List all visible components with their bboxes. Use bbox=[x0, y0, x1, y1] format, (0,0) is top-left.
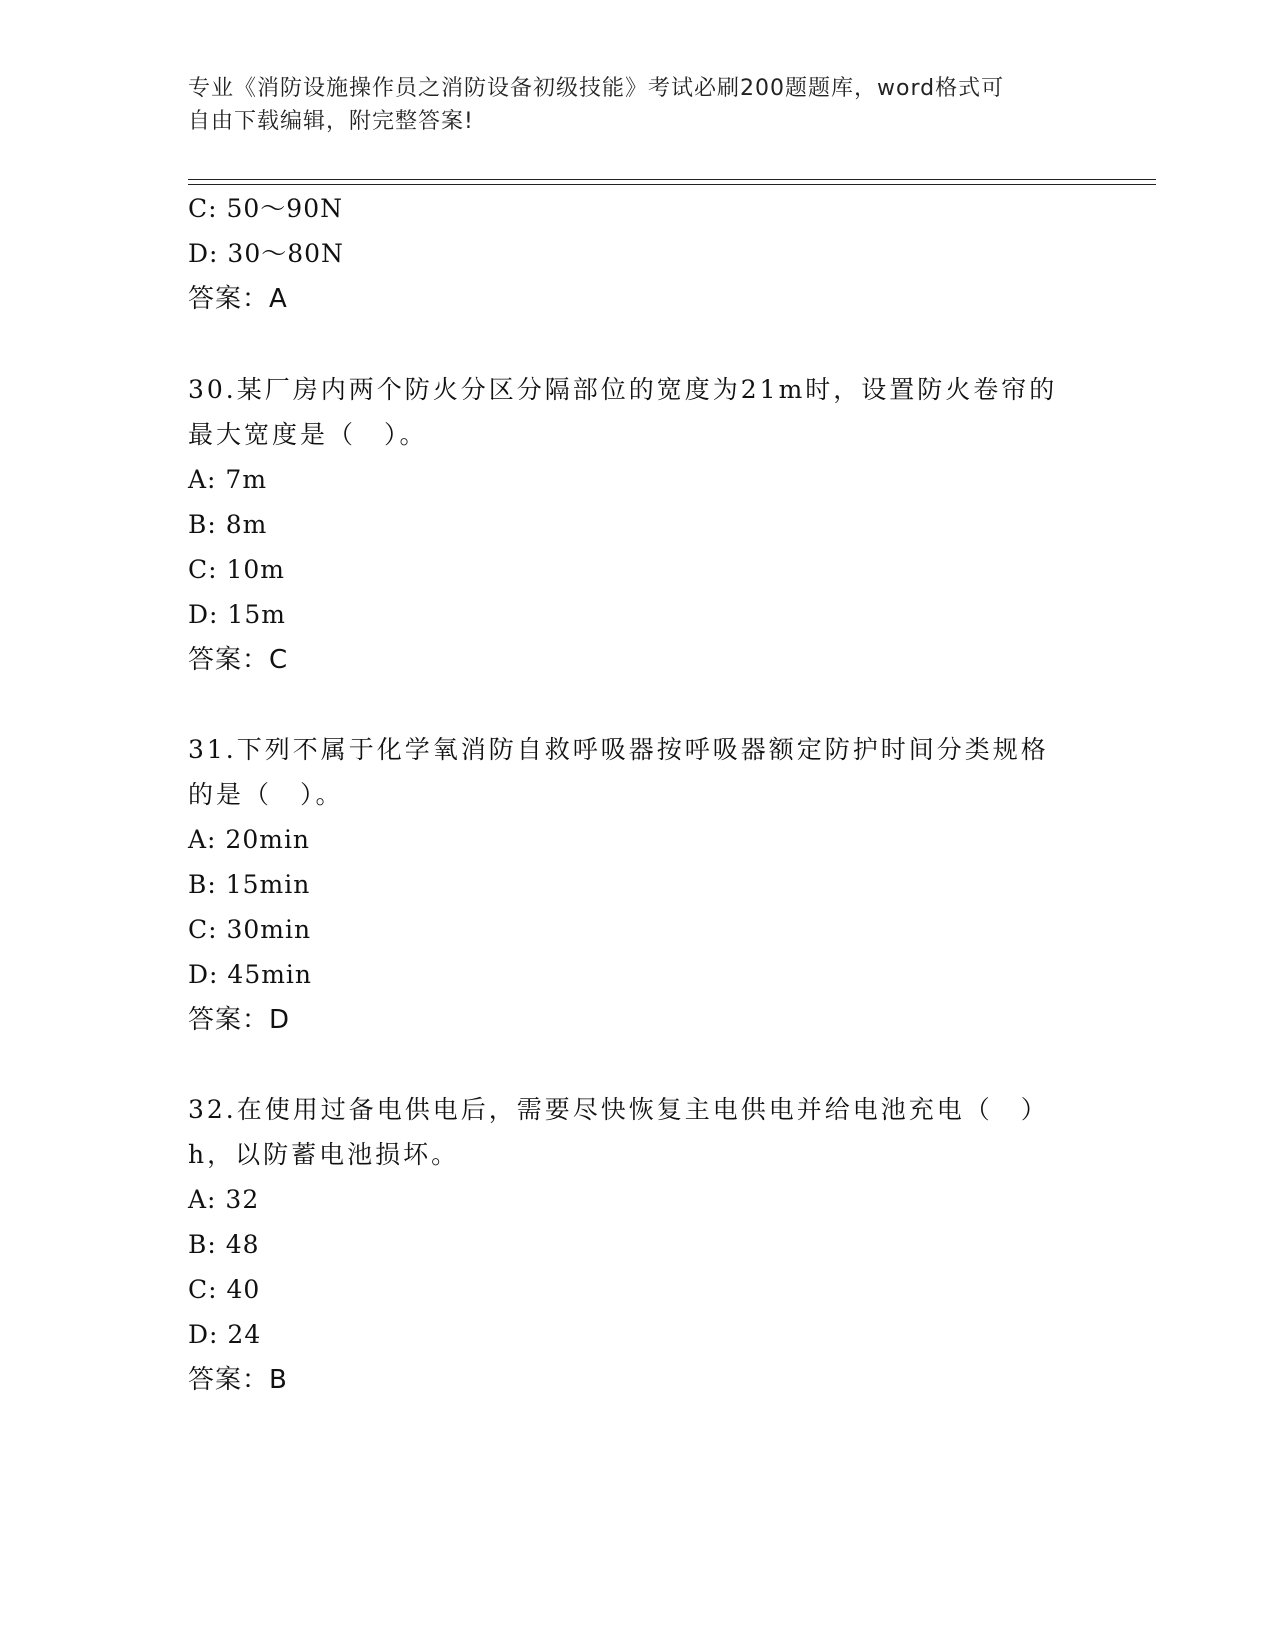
answer: 答案：C bbox=[188, 645, 289, 675]
page-header bbox=[188, 72, 1088, 138]
option-b: B: 48 bbox=[188, 1230, 260, 1259]
question-stem-cont: 的是（ ）。 bbox=[188, 780, 344, 809]
option-d: D: 45min bbox=[188, 960, 313, 989]
option-c: C: 50～90N bbox=[188, 194, 343, 223]
option-d: D: 24 bbox=[188, 1320, 262, 1349]
option-d: D: 30～80N bbox=[188, 239, 344, 268]
option-c: C: 30min bbox=[188, 915, 312, 944]
option-c: C: 40 bbox=[188, 1275, 261, 1304]
question-stem: 30.某厂房内两个防火分区分隔部位的宽度为21m时，设置防火卷帘的 bbox=[188, 375, 1058, 404]
header-line-2: 自由下载编辑，附完整答案! bbox=[188, 109, 474, 134]
header-line-1: 专业《消防设施操作员之消防设备初级技能》考试必刷200题题库，word格式可 bbox=[188, 76, 1005, 101]
option-b: B: 15min bbox=[188, 870, 311, 899]
option-a: A: 7m bbox=[188, 465, 268, 494]
option-a: A: 20min bbox=[188, 825, 311, 854]
answer: 答案：D bbox=[188, 1005, 291, 1035]
answer: 答案：B bbox=[188, 1365, 288, 1395]
question-stem: 32.在使用过备电供电后，需要尽快恢复主电供电并给电池充电（ ） bbox=[188, 1095, 1049, 1124]
option-b: B: 8m bbox=[188, 510, 268, 539]
option-a: A: 32 bbox=[188, 1185, 260, 1214]
option-c: C: 10m bbox=[188, 555, 286, 584]
question-stem: 31.下列不属于化学氧消防自救呼吸器按呼吸器额定防护时间分类规格 bbox=[188, 735, 1049, 764]
header-divider bbox=[188, 179, 1156, 185]
answer: 答案：A bbox=[188, 284, 288, 314]
option-d: D: 15m bbox=[188, 600, 286, 629]
question-stem-cont: h，以防蓄电池损坏。 bbox=[188, 1140, 460, 1169]
question-stem-cont: 最大宽度是（ ）。 bbox=[188, 420, 428, 449]
